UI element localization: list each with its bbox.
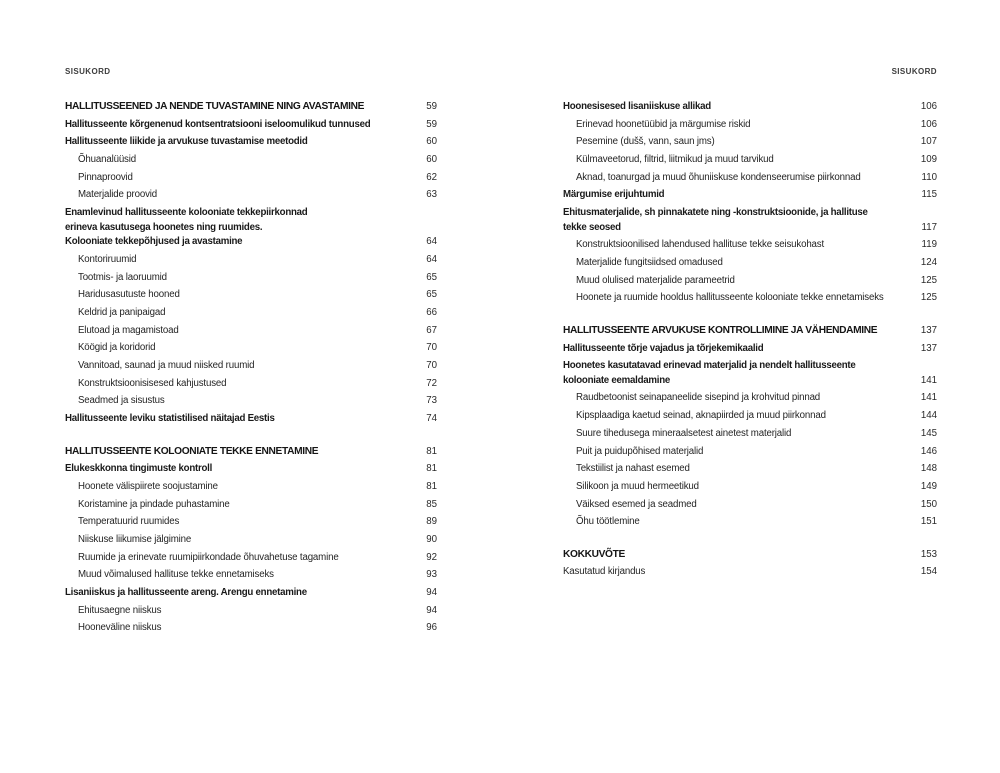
toc-entry-line bbox=[65, 253, 437, 268]
toc-entry-label: Hoonesisesed lisaniiskuse allikad bbox=[563, 101, 711, 112]
toc-entry bbox=[563, 515, 937, 530]
toc-entry-line bbox=[563, 359, 937, 374]
toc-entry-label: HALLITUSSEENTE KOLOONIATE TEKKE ENNETAMINE bbox=[65, 445, 319, 457]
toc-entry-page-number: 89 bbox=[426, 516, 437, 528]
toc-entry bbox=[65, 445, 437, 460]
toc-entry-page-number: 107 bbox=[920, 136, 937, 148]
toc-entry-label: Seadmed ja sisustus bbox=[78, 395, 165, 407]
toc-entry bbox=[65, 604, 437, 619]
toc-entry-label: Vannitoad, saunad ja muud niisked ruumid bbox=[78, 359, 255, 371]
toc-entry-page-number: 70 bbox=[426, 342, 437, 354]
toc-group bbox=[563, 324, 937, 530]
toc-entry bbox=[563, 409, 937, 424]
toc-entry-label: Tootmis- ja laoruumid bbox=[78, 271, 167, 283]
toc-entry-line bbox=[65, 135, 437, 150]
toc-entry-page-number: 60 bbox=[426, 154, 437, 166]
toc-entry-line bbox=[563, 274, 937, 289]
toc-entry-label: Ehitusmaterjalide, sh pinnakatete ning -konstruktsioonide, ja hallituse bbox=[563, 207, 868, 219]
toc-entry-label: Materjalide proovid bbox=[78, 189, 157, 201]
toc-entry bbox=[65, 271, 437, 286]
toc-entry-line bbox=[65, 412, 437, 427]
toc-entry bbox=[563, 498, 937, 513]
toc-entry-line bbox=[563, 374, 937, 389]
toc-entry bbox=[563, 324, 937, 339]
toc-entry-page-number: 81 bbox=[426, 463, 437, 475]
toc-entry-label: Materjalide fungitsiidsed omadused bbox=[576, 257, 723, 268]
toc-entry bbox=[65, 412, 437, 427]
toc-entry bbox=[65, 153, 437, 168]
toc-entry-page-number: 125 bbox=[920, 274, 937, 286]
toc-entry-label: HALLITUSSEENED JA NENDE TUVASTAMINE NING AVASTAMINE bbox=[65, 101, 365, 112]
toc-entry-line bbox=[65, 568, 437, 583]
toc-entry-label: Väiksed esemed ja seadmed bbox=[576, 498, 697, 510]
toc-entry-page-number: 93 bbox=[426, 569, 437, 581]
toc-entry-label: Märgumise erijuhtumid bbox=[563, 189, 665, 201]
toc-entry-page-number: 63 bbox=[426, 189, 437, 201]
toc-entry bbox=[65, 533, 437, 548]
toc-entry-label: Puit ja puidupõhised materjalid bbox=[576, 445, 704, 457]
toc-entry-label: Erinevad hoonetüübid ja märgumise riskid bbox=[576, 118, 751, 130]
toc-entry-line bbox=[65, 306, 437, 321]
toc-entry-label: Suure tihedusega mineraalsetest ainetest materjalid bbox=[576, 427, 792, 439]
toc-entry bbox=[65, 551, 437, 566]
toc-entry-label: Keldrid ja panipaigad bbox=[78, 306, 166, 318]
toc-entry-page-number: 64 bbox=[426, 253, 437, 265]
toc-entry-page-number: 85 bbox=[426, 498, 437, 510]
running-head-right: SISUKORD bbox=[891, 67, 937, 76]
toc-entry-line bbox=[563, 462, 937, 477]
toc-entry-line bbox=[563, 342, 937, 357]
toc-entry-label: erineva kasutusega hoonetes ning ruumides. bbox=[65, 221, 263, 233]
toc-entry-label: Hooneväline niiskus bbox=[78, 622, 162, 634]
toc-entry-label: Hallitusseente tõrje vajadus ja tõrjekemikaalid bbox=[563, 342, 764, 354]
toc-entry bbox=[65, 341, 437, 356]
toc-entry-line bbox=[65, 288, 437, 303]
toc-entry-page-number: 94 bbox=[426, 587, 437, 598]
toc-entry-page-number: 70 bbox=[426, 359, 437, 371]
toc-entry bbox=[563, 359, 937, 388]
toc-entry-line bbox=[563, 135, 937, 150]
toc-entry bbox=[65, 586, 437, 601]
toc-entry-label: Hallitusseente liikide ja arvukuse tuvastamise meetodid bbox=[65, 136, 308, 148]
toc-entry-page-number: 67 bbox=[426, 324, 437, 336]
toc-entry-page-number: 145 bbox=[920, 427, 937, 439]
toc-entry-label: Muud olulised materjalide parameetrid bbox=[576, 274, 735, 286]
toc-entry-line bbox=[65, 551, 437, 566]
toc-entry-line bbox=[563, 206, 937, 221]
toc-entry-line bbox=[563, 221, 937, 236]
toc-entry-line bbox=[65, 100, 437, 115]
toc-entry-label: Ehitusaegne niiskus bbox=[78, 604, 162, 616]
toc-group bbox=[65, 445, 437, 636]
toc-entry-label: Muud võimalused hallituse tekke ennetamiseks bbox=[78, 569, 274, 581]
toc-entry bbox=[563, 206, 937, 235]
toc-entry-page-number: 144 bbox=[920, 410, 937, 422]
toc-entry-line bbox=[65, 324, 437, 339]
toc-entry bbox=[65, 135, 437, 150]
toc-entry-label: Tekstiilist ja nahast esemed bbox=[576, 463, 690, 475]
toc-entry bbox=[65, 621, 437, 636]
toc-entry bbox=[65, 394, 437, 409]
toc-entry-page-number: 73 bbox=[426, 395, 437, 407]
toc-entry-label: Kontoriruumid bbox=[78, 253, 137, 265]
toc-entry-page-number: 137 bbox=[920, 324, 937, 336]
toc-entry bbox=[563, 291, 937, 306]
toc-entry-label: Koristamine ja pindade puhastamine bbox=[78, 498, 230, 510]
toc-entry-page-number: 115 bbox=[921, 189, 937, 201]
toc-entry bbox=[65, 568, 437, 583]
toc-entry-label: Hallitusseente kõrgenenud kontsentratsiooni iseloomulikud tunnused bbox=[65, 118, 371, 130]
toc-entry-page-number: 109 bbox=[920, 154, 937, 166]
toc-entry-line bbox=[563, 118, 937, 133]
toc-entry-line bbox=[65, 515, 437, 530]
toc-entry-page-number: 153 bbox=[920, 548, 937, 560]
toc-entry bbox=[65, 118, 437, 133]
toc-entry-line bbox=[65, 221, 437, 236]
toc-entry-page-number: 106 bbox=[920, 118, 937, 130]
toc-entry bbox=[65, 480, 437, 495]
toc-entry-line bbox=[563, 409, 937, 424]
toc-entry-label: Hallitusseente leviku statistilised näitajad Eestis bbox=[65, 413, 275, 424]
toc-entry bbox=[563, 135, 937, 150]
toc-entry-page-number: 110 bbox=[921, 171, 937, 183]
toc-entry-line bbox=[563, 256, 937, 271]
toc-entry-label: kolooniate eemaldamine bbox=[563, 374, 671, 386]
toc-entry bbox=[563, 274, 937, 289]
toc-entry bbox=[563, 118, 937, 133]
toc-entry-page-number: 66 bbox=[426, 306, 437, 318]
toc-entry bbox=[65, 377, 437, 392]
toc-entry-label: Konstruktsioonisisesed kahjustused bbox=[78, 377, 227, 389]
toc-entry bbox=[65, 324, 437, 339]
toc-entry-label: Hoonete välispiirete soojustamine bbox=[78, 480, 218, 492]
toc-entry bbox=[65, 288, 437, 303]
toc-entry-line bbox=[563, 171, 937, 186]
toc-entry bbox=[563, 480, 937, 495]
toc-entry-label: Hoonete ja ruumide hooldus hallitusseente kolooniate tekke ennetamiseks bbox=[576, 292, 884, 304]
toc-entry-label: Hoonetes kasutatavad erinevad materjalid ja nendelt hallitusseente bbox=[563, 360, 856, 372]
toc-entry-line bbox=[65, 171, 437, 186]
toc-entry-label: Temperatuurid ruumides bbox=[78, 516, 180, 528]
toc-entry-page-number: 60 bbox=[426, 136, 437, 148]
toc-entry bbox=[563, 462, 937, 477]
toc-entry-line bbox=[65, 586, 437, 601]
toc-entry-page-number: 72 bbox=[426, 377, 437, 389]
toc-entry-line bbox=[563, 565, 937, 580]
toc-entry-label: Külmaveetorud, filtrid, liitmikud ja muud tarvikud bbox=[576, 154, 774, 166]
toc-entry-line bbox=[65, 235, 437, 250]
toc-entry-line bbox=[563, 480, 937, 495]
toc-entry-label: Konstruktsioonilised lahendused hallituse tekke seisukohast bbox=[576, 239, 825, 251]
toc-entry-line bbox=[65, 153, 437, 168]
toc-entry bbox=[563, 238, 937, 253]
toc-entry-page-number: 94 bbox=[426, 604, 437, 616]
toc-entry-label: Niiskuse liikumise jälgimine bbox=[78, 533, 192, 545]
toc-entry-line bbox=[563, 324, 937, 339]
toc-entry-page-number: 125 bbox=[920, 292, 937, 304]
toc-entry bbox=[563, 256, 937, 271]
toc-column-left bbox=[65, 100, 437, 639]
toc-entry-line bbox=[65, 498, 437, 513]
toc-entry-page-number: 65 bbox=[426, 289, 437, 301]
toc-entry-page-number: 64 bbox=[426, 236, 437, 248]
toc-entry-page-number: 119 bbox=[921, 239, 937, 251]
toc-entry-page-number: 81 bbox=[426, 480, 437, 492]
toc-group bbox=[563, 548, 937, 580]
toc-entry-page-number: 90 bbox=[426, 533, 437, 545]
toc-entry-line bbox=[563, 427, 937, 442]
toc-entry-page-number: 137 bbox=[920, 342, 937, 354]
toc-entry-page-number: 149 bbox=[920, 480, 937, 492]
toc-entry-page-number: 81 bbox=[426, 445, 437, 457]
toc-entry-line bbox=[65, 394, 437, 409]
toc-entry-label: Enamlevinud hallitusseente kolooniate tekkepiirkonnad bbox=[65, 207, 308, 219]
toc-entry-page-number: 62 bbox=[426, 171, 437, 183]
toc-entry-page-number: 96 bbox=[426, 622, 437, 634]
toc-entry-label: Elukeskkonna tingimuste kontroll bbox=[65, 463, 213, 475]
toc-entry-label: Lisaniiskus ja hallitusseente areng. Arengu ennetamine bbox=[65, 587, 307, 598]
toc-entry-page-number: 150 bbox=[920, 498, 937, 510]
toc-entry-label: HALLITUSSEENTE ARVUKUSE KONTROLLIMINE JA VÄHENDAMINE bbox=[563, 324, 878, 336]
toc-entry-label: Ruumide ja erinevate ruumipiirkondade õhuvahetuse tagamine bbox=[78, 551, 339, 563]
toc-entry bbox=[563, 100, 937, 115]
toc-entry-line bbox=[65, 341, 437, 356]
toc-entry-line bbox=[65, 445, 437, 460]
toc-entry-page-number: 151 bbox=[920, 516, 937, 528]
toc-entry-label: Pesemine (dušš, vann, saun jms) bbox=[576, 136, 715, 148]
toc-entry-page-number: 59 bbox=[426, 101, 437, 112]
toc-entry bbox=[563, 342, 937, 357]
toc-entry-label: Õhu töötlemine bbox=[576, 516, 640, 528]
toc-entry-line bbox=[65, 118, 437, 133]
toc-entry-page-number: 146 bbox=[920, 445, 937, 457]
toc-entry-page-number: 65 bbox=[426, 271, 437, 283]
toc-entry bbox=[563, 171, 937, 186]
toc-entry bbox=[65, 253, 437, 268]
toc-entry bbox=[65, 171, 437, 186]
toc-entry-line bbox=[563, 498, 937, 513]
toc-entry-label: Kolooniate tekkepõhjused ja avastamine bbox=[65, 236, 243, 248]
toc-entry bbox=[65, 100, 437, 115]
toc-entry-line bbox=[65, 377, 437, 392]
toc-entry bbox=[65, 359, 437, 374]
toc-entry-page-number: 154 bbox=[920, 566, 937, 578]
toc-entry-line bbox=[563, 238, 937, 253]
toc-entry bbox=[65, 498, 437, 513]
toc-entry bbox=[65, 462, 437, 477]
toc-entry-label: Kipsplaadiga kaetud seinad, aknapiirded ja muud piirkonnad bbox=[576, 410, 826, 422]
toc-entry-label: Pinnaproovid bbox=[78, 171, 133, 183]
toc-entry bbox=[563, 565, 937, 580]
toc-entry bbox=[65, 188, 437, 203]
toc-entry-page-number: 141 bbox=[920, 392, 937, 404]
toc-entry-line bbox=[65, 533, 437, 548]
toc-entry-label: Õhuanalüüsid bbox=[78, 154, 136, 166]
toc-entry-line bbox=[563, 188, 937, 203]
toc-entry-line bbox=[65, 206, 437, 221]
toc-entry-label: tekke seosed bbox=[563, 221, 621, 233]
toc-entry-page-number: 148 bbox=[920, 463, 937, 475]
toc-entry-line bbox=[65, 271, 437, 286]
toc-entry-label: KOKKUVÕTE bbox=[563, 548, 625, 560]
running-head-left: SISUKORD bbox=[65, 67, 111, 76]
toc-entry-label: Kasutatud kirjandus bbox=[563, 566, 646, 578]
toc-entry-label: Köögid ja koridorid bbox=[78, 342, 156, 354]
toc-entry bbox=[563, 427, 937, 442]
toc-entry-line bbox=[563, 100, 937, 115]
toc-entry-page-number: 74 bbox=[426, 413, 437, 424]
toc-entry-line bbox=[65, 359, 437, 374]
toc-entry bbox=[65, 206, 437, 250]
toc-entry-page-number: 124 bbox=[920, 257, 937, 268]
toc-entry-line bbox=[65, 188, 437, 203]
toc-entry-line bbox=[65, 462, 437, 477]
toc-entry-page-number: 117 bbox=[921, 221, 937, 233]
toc-entry-line bbox=[563, 548, 937, 563]
toc-entry-line bbox=[563, 391, 937, 406]
toc-entry bbox=[563, 188, 937, 203]
toc-entry-label: Haridusasutuste hooned bbox=[78, 289, 180, 301]
toc-group bbox=[65, 100, 437, 427]
toc-entry-line bbox=[563, 515, 937, 530]
toc-entry bbox=[65, 515, 437, 530]
toc-entry-line bbox=[65, 621, 437, 636]
toc-entry-line bbox=[563, 445, 937, 460]
toc-column-right bbox=[563, 100, 937, 583]
toc-entry-line bbox=[563, 153, 937, 168]
toc-entry-page-number: 92 bbox=[426, 551, 437, 563]
toc-entry bbox=[563, 445, 937, 460]
toc-entry bbox=[563, 391, 937, 406]
toc-group bbox=[563, 100, 937, 306]
toc-entry-page-number: 59 bbox=[426, 118, 437, 130]
toc-entry-line bbox=[65, 480, 437, 495]
toc-entry-label: Raudbetoonist seinapaneelide sisepind ja krohvitud pinnad bbox=[576, 392, 821, 404]
toc-entry bbox=[563, 153, 937, 168]
toc-entry-label: Elutoad ja magamistoad bbox=[78, 324, 179, 336]
toc-entry-line bbox=[65, 604, 437, 619]
toc-entry-label: Silikoon ja muud hermeetikud bbox=[576, 480, 699, 492]
toc-entry bbox=[563, 548, 937, 563]
toc-entry-page-number: 106 bbox=[920, 101, 937, 112]
toc-entry bbox=[65, 306, 437, 321]
toc-entry-page-number: 141 bbox=[920, 374, 937, 386]
toc-entry-line bbox=[563, 291, 937, 306]
toc-entry-label: Aknad, toanurgad ja muud õhuniiskuse kondenseerumise piirkonnad bbox=[576, 171, 861, 183]
